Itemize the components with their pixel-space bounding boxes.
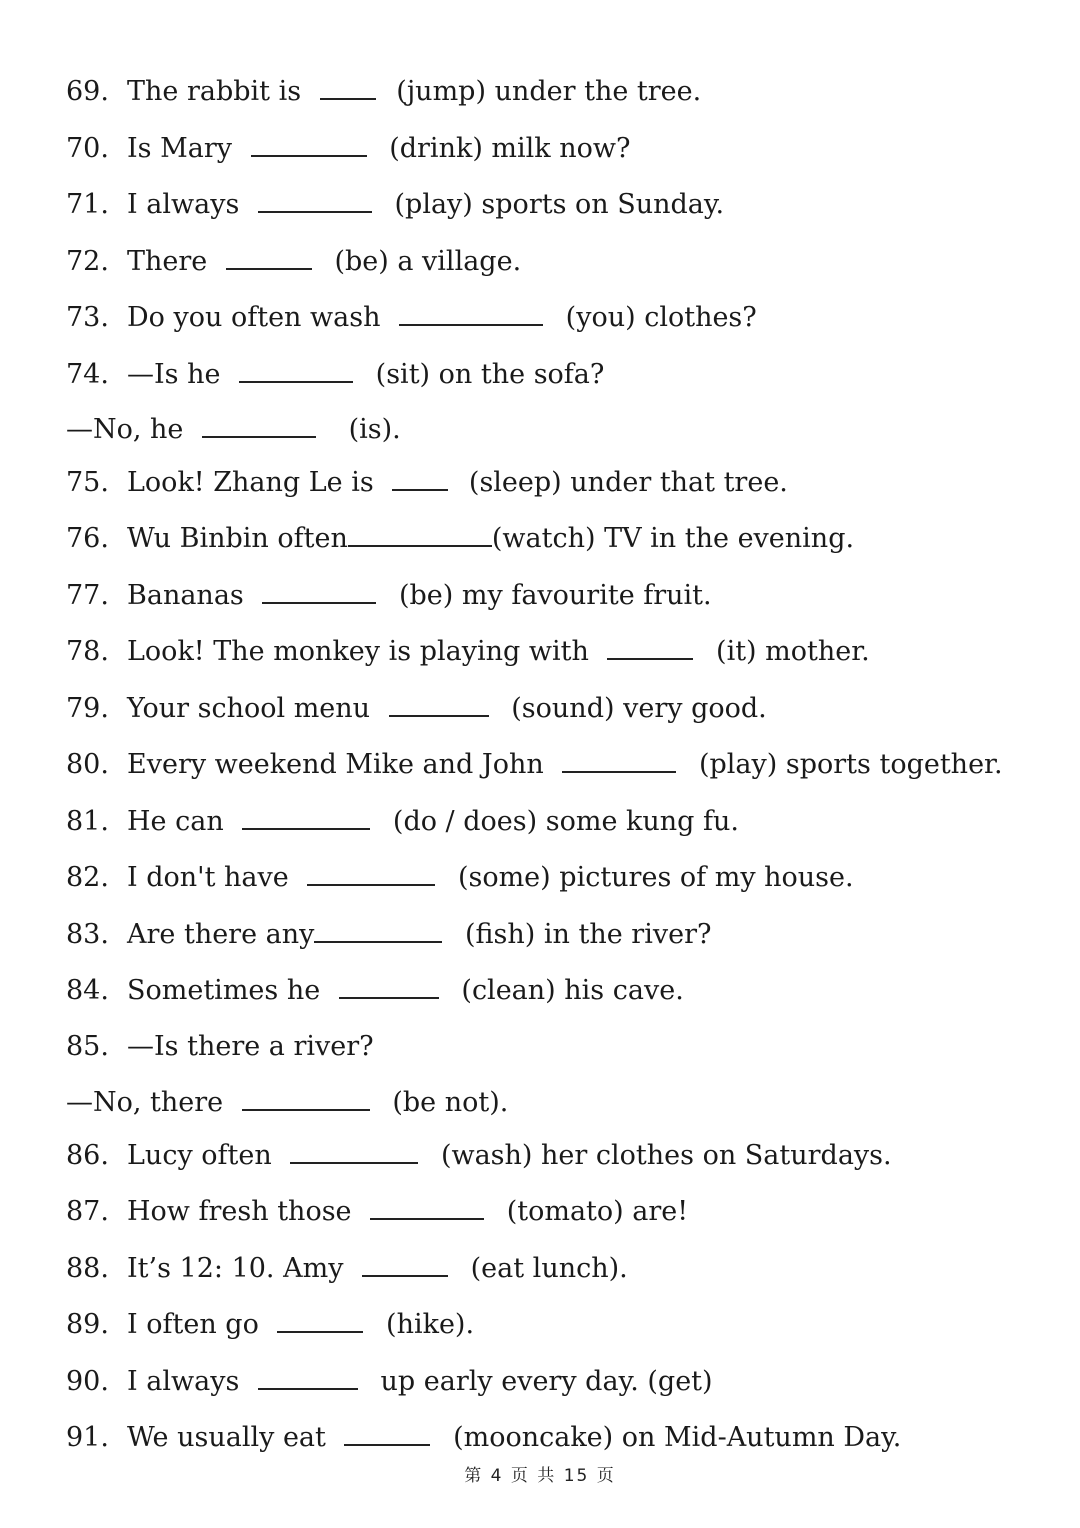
answer-blank[interactable]	[251, 131, 367, 157]
question-hint: (it) mother.	[716, 636, 870, 667]
question-72	[66, 244, 521, 279]
answer-blank[interactable]	[392, 465, 448, 491]
question-hint: (clean) his cave.	[461, 975, 684, 1006]
question-71	[66, 187, 724, 222]
question-prompt: I often go	[127, 1309, 259, 1340]
question-hint: (jump) under the tree.	[396, 76, 702, 107]
question-81	[66, 804, 739, 839]
question-84	[66, 973, 684, 1008]
question-hint: (be not).	[392, 1087, 509, 1118]
question-prompt: Do you often wash	[127, 302, 381, 333]
question-90	[66, 1364, 713, 1399]
question-prompt: Bananas	[127, 580, 244, 611]
answer-blank[interactable]	[258, 1364, 358, 1390]
question-number: 91.	[66, 1422, 109, 1453]
question-88	[66, 1251, 628, 1286]
question-prompt: We usually eat	[127, 1422, 326, 1453]
answer-blank[interactable]	[258, 187, 372, 213]
question-74-answer	[66, 412, 401, 447]
answer-blank[interactable]	[226, 244, 312, 270]
question-number: 71.	[66, 189, 109, 220]
answer-blank[interactable]	[399, 300, 543, 326]
question-86	[66, 1138, 892, 1173]
question-prompt: I don't have	[127, 862, 289, 893]
question-prompt: Look! The monkey is playing with	[127, 636, 589, 667]
question-hint: (be) my favourite fruit.	[398, 580, 712, 611]
question-hint: (is).	[348, 414, 401, 445]
question-78	[66, 634, 870, 669]
question-number: 77.	[66, 580, 109, 611]
question-number: 72.	[66, 246, 109, 277]
answer-blank[interactable]	[307, 860, 435, 886]
question-85	[66, 1030, 374, 1064]
question-number: 69.	[66, 76, 109, 107]
question-number: 90.	[66, 1366, 109, 1397]
question-hint: (sleep) under that tree.	[468, 467, 788, 498]
question-number: 81.	[66, 806, 109, 837]
question-hint: (fish) in the river?	[465, 919, 712, 950]
answer-blank[interactable]	[320, 74, 376, 100]
question-prompt: I always	[127, 189, 240, 220]
question-number: 74.	[66, 359, 109, 390]
answer-blank[interactable]	[239, 357, 353, 383]
question-prompt: Is Mary	[127, 133, 233, 164]
question-hint: (hike).	[386, 1309, 475, 1340]
question-hint: (some) pictures of my house.	[457, 862, 854, 893]
answer-blank[interactable]	[389, 691, 489, 717]
question-prompt: Lucy often	[127, 1140, 272, 1171]
answer-blank[interactable]	[202, 412, 316, 438]
question-hint: (sit) on the sofa?	[375, 359, 605, 390]
answer-blank[interactable]	[348, 521, 492, 547]
page-footer: 第 4 页 共 15 页	[464, 1466, 616, 1486]
question-hint: (wash) her clothes on Saturdays.	[440, 1140, 892, 1171]
question-77	[66, 578, 712, 613]
question-hint: (you) clothes?	[565, 302, 757, 333]
question-82	[66, 860, 854, 895]
question-prompt: —Is there a river?	[127, 1031, 374, 1062]
question-number: 75.	[66, 467, 109, 498]
question-hint: (play) sports on Sunday.	[394, 189, 725, 220]
question-80	[66, 747, 1003, 782]
question-prompt: I always	[127, 1366, 240, 1397]
question-prompt: Sometimes he	[127, 975, 321, 1006]
question-hint: (sound) very good.	[511, 693, 767, 724]
question-number: 79.	[66, 693, 109, 724]
question-number: 76.	[66, 523, 109, 554]
answer-blank[interactable]	[562, 747, 676, 773]
question-prompt: Your school menu	[127, 693, 371, 724]
question-69	[66, 74, 701, 109]
question-number: 82.	[66, 862, 109, 893]
question-prompt: —Is he	[127, 359, 221, 390]
question-number: 78.	[66, 636, 109, 667]
answer-blank[interactable]	[339, 973, 439, 999]
question-hint: up early every day. (get)	[380, 1366, 713, 1397]
question-number: 86.	[66, 1140, 109, 1171]
question-hint: (eat lunch).	[470, 1253, 628, 1284]
answer-blank[interactable]	[277, 1307, 363, 1333]
question-hint: (mooncake) on Mid-Autumn Day.	[453, 1422, 902, 1453]
question-79	[66, 691, 767, 726]
question-number: 83.	[66, 919, 109, 950]
question-prompt: He can	[127, 806, 224, 837]
question-prompt: The rabbit is	[127, 76, 302, 107]
question-73	[66, 300, 757, 335]
question-89	[66, 1307, 474, 1342]
answer-blank[interactable]	[242, 804, 370, 830]
question-prompt: How fresh those	[127, 1196, 352, 1227]
question-prompt: It’s 12: 10. Amy	[127, 1253, 344, 1284]
question-hint: (watch) TV in the evening.	[491, 523, 855, 554]
question-number: 88.	[66, 1253, 109, 1284]
question-85-answer	[66, 1085, 508, 1120]
question-hint: (drink) milk now?	[389, 133, 631, 164]
question-number: 70.	[66, 133, 109, 164]
question-prompt: There	[127, 246, 208, 277]
answer-blank[interactable]	[290, 1138, 418, 1164]
question-prompt: —No, he	[66, 414, 184, 445]
question-prompt: —No, there	[66, 1087, 224, 1118]
question-83	[66, 917, 711, 952]
question-hint: (tomato) are!	[506, 1196, 689, 1227]
question-74	[66, 357, 604, 392]
question-prompt: Are there any	[127, 919, 315, 950]
question-number: 89.	[66, 1309, 109, 1340]
question-hint: (be) a village.	[334, 246, 522, 277]
question-70	[66, 131, 630, 166]
question-number: 80.	[66, 749, 109, 780]
answer-blank[interactable]	[370, 1194, 484, 1220]
answer-blank[interactable]	[362, 1251, 448, 1277]
question-number: 84.	[66, 975, 109, 1006]
question-prompt: Look! Zhang Le is	[127, 467, 374, 498]
answer-blank[interactable]	[262, 578, 376, 604]
question-number: 73.	[66, 302, 109, 333]
answer-blank[interactable]	[314, 917, 442, 943]
question-number: 87.	[66, 1196, 109, 1227]
question-number: 85.	[66, 1031, 109, 1062]
question-prompt: Wu Binbin often	[127, 523, 348, 554]
question-75	[66, 465, 788, 500]
question-hint: (do / does) some kung fu.	[392, 806, 739, 837]
answer-blank[interactable]	[607, 634, 693, 660]
answer-blank[interactable]	[344, 1420, 430, 1446]
answer-blank[interactable]	[242, 1085, 370, 1111]
question-87	[66, 1194, 688, 1229]
question-prompt: Every weekend Mike and John	[127, 749, 544, 780]
question-hint: (play) sports together.	[698, 749, 1003, 780]
question-91	[66, 1420, 901, 1455]
question-76	[66, 521, 854, 556]
